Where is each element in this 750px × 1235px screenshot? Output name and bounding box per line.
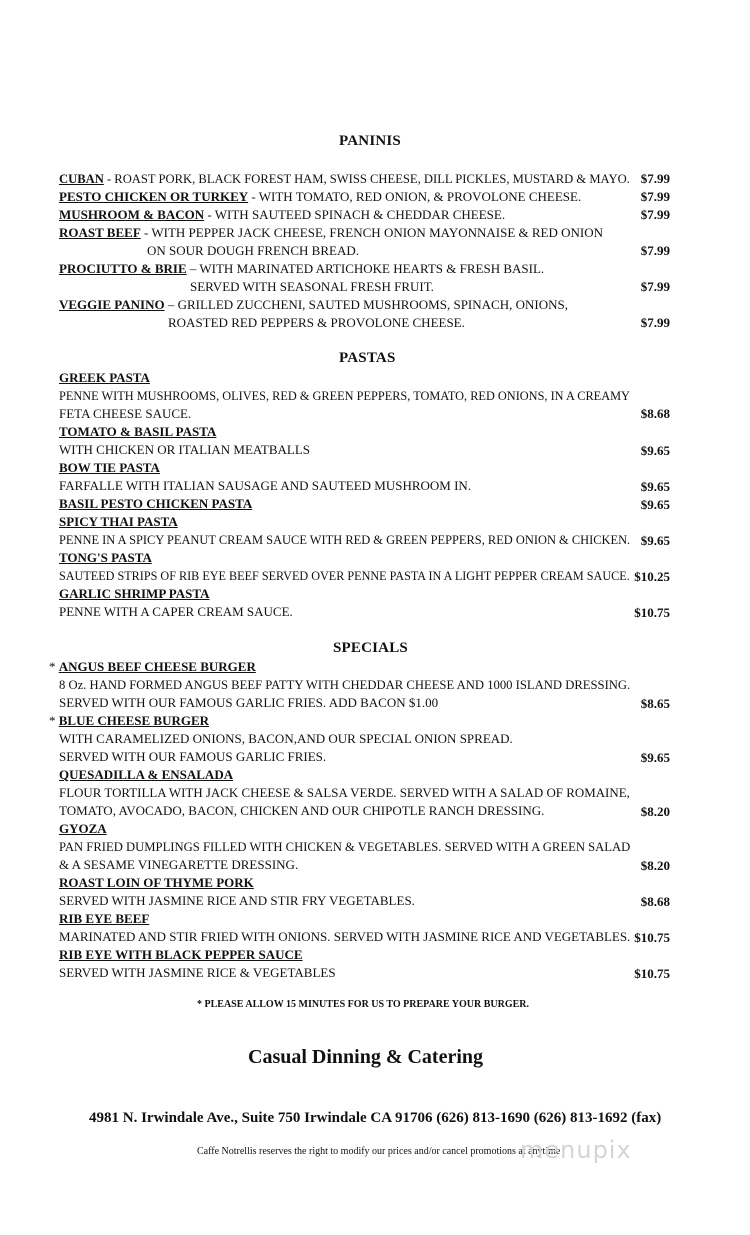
menu-item-price: $7.99: [640, 207, 670, 222]
menu-item-name: TOMATO & BASIL PASTA: [59, 424, 217, 439]
menu-item-name: CUBAN: [59, 171, 104, 186]
menupix-watermark: menupix: [520, 1136, 632, 1164]
menu-item-description: FETA CHEESE SAUCE.: [59, 406, 192, 421]
menu-item-name: QUESADILLA & ENSALADA: [59, 767, 234, 782]
menu-item-description: SERVED WITH JASMINE RICE AND STIR FRY VEGETABLES.: [59, 893, 415, 908]
menu-item-prociutto-brie: [59, 260, 544, 278]
menu-item-description: PENNE WITH MUSHROOMS, OLIVES, RED & GREEN PEPPERS, TOMATO, RED ONIONS, IN A CREAMY: [59, 388, 630, 403]
menu-item-price: $10.75: [634, 930, 670, 945]
menu-item-price: $8.68: [640, 406, 670, 421]
menu-item-price: $9.65: [640, 497, 670, 512]
section-heading-specials: SPECIALS: [333, 640, 408, 656]
restaurant-address: 4981 N. Irwindale Ave., Suite 750 Irwindale CA 91706 (626) 813-1690 (626) 813-1692 (fax): [89, 1110, 662, 1126]
menu-item-description: & A SESAME VINEGARETTE DRESSING.: [59, 857, 299, 872]
menu-item-price: $8.65: [640, 696, 670, 711]
menu-item-name: TONG'S PASTA: [59, 550, 152, 565]
menu-item-name: ANGUS BEEF CHEESE BURGER: [58, 659, 256, 674]
menu-item-price: $7.99: [640, 315, 670, 330]
menu-item-name: BOW TIE PASTA: [59, 460, 160, 475]
menu-item-name: PESTO CHICKEN OR TURKEY: [59, 189, 249, 204]
menu-item-description: – WITH MARINATED ARTICHOKE HEARTS & FRESH BASIL.: [186, 261, 545, 276]
menu-item-price: $7.99: [640, 171, 670, 186]
menu-item-name: GARLIC SHRIMP PASTA: [59, 586, 210, 601]
menu-item-name: ROAST LOIN OF THYME PORK: [59, 875, 254, 890]
menu-item-description: FLOUR TORTILLA WITH JACK CHEESE & SALSA VERDE. SERVED WITH A SALAD OF ROMAINE,: [59, 785, 630, 800]
menu-item-name: RIB EYE BEEF: [59, 911, 150, 926]
menu-item-name: GYOZA: [59, 821, 107, 836]
menu-item-name: BASIL PESTO CHICKEN PASTA: [59, 496, 253, 511]
menu-item-description: WITH CHICKEN OR ITALIAN MEATBALLS: [59, 442, 310, 457]
menu-item-price: $10.75: [634, 605, 670, 620]
menu-item-name: SPICY THAI PASTA: [59, 514, 178, 529]
menu-item-description-cont: SERVED WITH SEASONAL FRESH FRUIT.: [190, 279, 434, 294]
menu-item-name: MUSHROOM & BACON: [59, 207, 205, 222]
menu-item-blue-cheese-burger: [49, 712, 209, 730]
menu-item-description: - ROAST PORK, BLACK FOREST HAM, SWISS CHEESE, DILL PICKLES, MUSTARD & MAYO.: [103, 171, 630, 186]
price-disclaimer: Caffe Notrellis reserves the right to modify our prices and/or cancel promotions at anytime: [197, 1146, 561, 1157]
menu-item-cuban: [59, 170, 630, 188]
section-heading-pastas: PASTAS: [339, 350, 396, 366]
menu-item-name: ROAST BEEF: [59, 225, 141, 240]
menu-item-name: PROCIUTTO & BRIE: [59, 261, 187, 276]
menu-item-pesto-chicken: [59, 188, 581, 206]
menu-item-description: PAN FRIED DUMPLINGS FILLED WITH CHICKEN & VEGETABLES. SERVED WITH A GREEN SALAD: [59, 839, 631, 854]
menu-item-name: RIB EYE WITH BLACK PEPPER SAUCE: [59, 947, 303, 962]
asterisk-marker: *: [49, 659, 59, 674]
menu-item-price: $9.65: [640, 479, 670, 494]
menu-item-description: - WITH TOMATO, RED ONION, & PROVOLONE CHEESE.: [248, 189, 582, 204]
menu-item-description: PENNE IN A SPICY PEANUT CREAM SAUCE WITH RED & GREEN PEPPERS, RED ONION & CHICKEN.: [59, 532, 631, 547]
burger-prep-note: * PLEASE ALLOW 15 MINUTES FOR US TO PREPARE YOUR BURGER.: [197, 999, 529, 1010]
menu-item-price: $9.65: [640, 533, 670, 548]
menu-item-description: WITH CARAMELIZED ONIONS, BACON,AND OUR SPECIAL ONION SPREAD.: [59, 731, 513, 746]
menu-item-price: $7.99: [640, 243, 670, 258]
menu-item-description: SERVED WITH OUR FAMOUS GARLIC FRIES.: [59, 749, 327, 764]
menu-item-description-cont: ROASTED RED PEPPERS & PROVOLONE CHEESE.: [168, 315, 465, 330]
menu-item-price: $10.75: [634, 966, 670, 981]
menu-item-description: SERVED WITH JASMINE RICE & VEGETABLES: [59, 965, 336, 980]
menu-item-description: - WITH SAUTEED SPINACH & CHEDDAR CHEESE.: [204, 207, 506, 222]
menu-item-description: MARINATED AND STIR FRIED WITH ONIONS. SERVED WITH JASMINE RICE AND VEGETABLES.: [59, 929, 631, 944]
menu-item-description: FARFALLE WITH ITALIAN SAUSAGE AND SAUTEED MUSHROOM IN.: [59, 478, 472, 493]
menu-item-description: – GRILLED ZUCCHENI, SAUTED MUSHROOMS, SPINACH, ONIONS,: [164, 297, 568, 312]
section-heading-paninis: PANINIS: [339, 133, 401, 149]
menu-item-veggie-panino: [59, 296, 568, 314]
menu-item-price: $9.65: [640, 443, 670, 458]
menu-item-price: $7.99: [640, 279, 670, 294]
menu-item-mushroom-bacon: [59, 206, 505, 224]
menu-item-name: VEGGIE PANINO: [59, 297, 165, 312]
menu-item-description: - WITH PEPPER JACK CHEESE, FRENCH ONION MAYONNAISE & RED ONION: [140, 225, 604, 240]
menu-item-description-cont: ON SOUR DOUGH FRENCH BREAD.: [147, 243, 359, 258]
menu-item-name: BLUE CHEESE BURGER: [58, 713, 210, 728]
menu-item-price: $9.65: [640, 750, 670, 765]
catering-title: Casual Dinning & Catering: [248, 1046, 484, 1068]
menu-item-price: $7.99: [640, 189, 670, 204]
menu-item-price: $10.25: [634, 569, 670, 584]
menu-item-description: 8 Oz. HAND FORMED ANGUS BEEF PATTY WITH CHEDDAR CHEESE AND 1000 ISLAND DRESSING.: [59, 677, 631, 692]
menu-item-roast-beef: [59, 224, 603, 242]
menu-item-price: $8.20: [640, 858, 670, 873]
menu-item-description: SERVED WITH OUR FAMOUS GARLIC FRIES. ADD BACON $1.00: [59, 695, 439, 710]
menu-item-name: GREEK PASTA: [59, 370, 150, 385]
menu-item-description: TOMATO, AVOCADO, BACON, CHICKEN AND OUR CHIPOTLE RANCH DRESSING.: [59, 803, 545, 818]
menu-item-description: SAUTEED STRIPS OF RIB EYE BEEF SERVED OVER PENNE PASTA IN A LIGHT PEPPER CREAM SAUCE.: [59, 568, 630, 583]
menu-item-price: $8.20: [640, 804, 670, 819]
menu-item-price: $8.68: [640, 894, 670, 909]
asterisk-marker: *: [49, 713, 59, 728]
menu-item-angus-burger: [49, 658, 256, 676]
menu-item-description: PENNE WITH A CAPER CREAM SAUCE.: [59, 604, 293, 619]
